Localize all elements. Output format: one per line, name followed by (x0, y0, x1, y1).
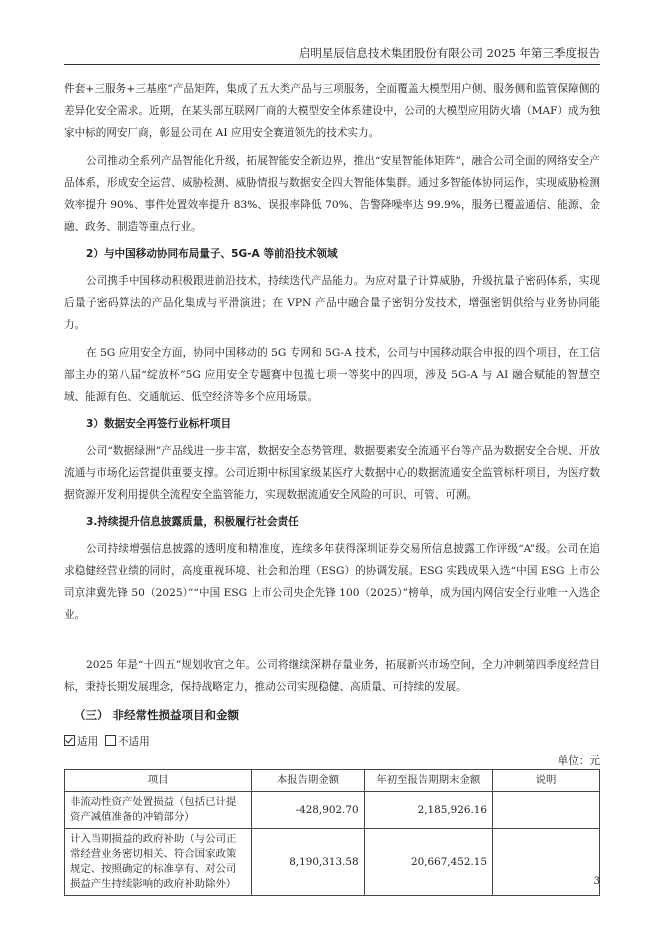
section-heading-nonrecurring: （三） 非经常性损益项目和金额 (74, 708, 240, 722)
paragraph-5g: 在 5G 应用安全方面，协同中国移动的 5G 专网和 5G-A 技术，公司与中国移动联合申报的四个项目，在工信部主办的第八届“绽放杯”5G 应用安全专题赛中包揽七项一等奖中的四项，涉及 5G-A 与 AI 融合赋能的智慧空域、能源有色、交通航运、低空经济等多个应用场景。 (64, 347, 600, 403)
cell-current-amount: 8,190,313.58 (252, 829, 364, 896)
subsection-heading-cmcc: 2）与中国移动协同布局量子、5G-A 等前沿技术领域 (86, 248, 338, 260)
table-row (65, 792, 600, 829)
column-header-note: 说明 (492, 770, 599, 792)
paragraph-ai-agents: 公司推动全系列产品智能化升级，拓展智能安全新边界，推出“安星智能体矩阵”，融合公司全面的网络安全产品体系，形成安全运营、威胁检测、威胁情报与数据安全四大智能体集群。通过多智能体协同运作，实现威胁检测效率提升 90%、事件处置效率提升 83%、误报率降低 70%、告警降噪率达 99.9%，服务已覆盖通信、能源、金融、政务、制造等重点行业。 (64, 155, 600, 233)
cell-item: 非流动性资产处置损益（包括已计提资产减值准备的冲销部分） (65, 792, 252, 829)
paragraph-continued: 件套+三服务+三基座”产品矩阵，集成了五大类产品与三项服务，全面覆盖大模型用户侧、服务侧和监管保障侧的差异化安全需求。近期，在某头部互联网厂商的大模型安全体系建设中，公司的大模型应用防火墙（MAF）成为独家中标的网安厂商，彰显公司在 AI 应用安全赛道领先的技术实力。 (64, 83, 600, 139)
table-header-row (65, 770, 600, 792)
table-row (65, 829, 600, 896)
cell-item: 计入当期损益的政府补助（与公司正常经营业务密切相关、符合国家政策规定、按照确定的标准享有、对公司损益产生持续影响的政府补助除外） (65, 829, 252, 896)
checked-checkbox-icon[interactable] (64, 735, 75, 746)
cell-current-amount: -428,902.70 (252, 792, 364, 829)
column-header-item: 项目 (65, 770, 252, 792)
unchecked-checkbox-icon[interactable] (105, 735, 116, 746)
cell-note (492, 792, 599, 829)
spacer (64, 632, 600, 654)
cell-ytd-amount: 20,667,452.15 (364, 829, 492, 896)
report-header (64, 42, 600, 65)
paragraph-closing: 2025 年是“十四五”规划收官之年。公司将继续深耕存量业务，拓展新兴市场空间，全力冲刺第四季度经营目标，秉持长期发展理念，保持战略定力，推动公司实现稳健、高质量、可持续的发展。 (64, 659, 600, 693)
subsection-heading-data-security: 3）数据安全再签行业标杆项目 (86, 418, 232, 430)
page-number: 3 (593, 876, 600, 887)
paragraph-data-oasis: 公司“数据绿洲”产品线进一步丰富，数据安全态势管理、数据要素安全流通平台等产品为数据安全合规、开放流通与市场化运营提供重要支撑。公司近期中标国家级某医疗大数据中心的数据流通安全监管标杆项目，为医疗数据资源开发利用提供全流程安全监管能力，实现数据流通安全风险的可识、可管、可溯。 (64, 445, 600, 501)
report-header-title: 启明星辰信息技术集团股份有限公司 2025 年第三季度报告 (298, 46, 600, 60)
paragraph-disclosure: 公司持续增强信息披露的透明度和精准度，连续多年获得深圳证券交易所信息披露工作评级“A”级。公司在追求稳健经营业绩的同时，高度重视环境、社会和治理（ESG）的协调发展。ESG 实践成果入选“中国 ESG 上市公司京津冀先锋 50（2025）”“中国 ESG 上市公司央企先锋 100（2025）”榜单，成为国内网信安全行业唯一入选企业。 (64, 543, 600, 621)
applicable-label: 适用 (77, 736, 99, 748)
applicability-options (64, 734, 600, 750)
nonrecurring-items-table (64, 769, 600, 896)
column-header-ytd: 年初至报告期期末金额 (364, 770, 492, 792)
document-body (64, 78, 600, 896)
cell-ytd-amount: 2,185,926.16 (364, 792, 492, 829)
column-header-current: 本报告期金额 (252, 770, 364, 792)
not-applicable-label: 不适用 (117, 736, 150, 748)
subsection-heading-disclosure: 3.持续提升信息披露质量，积极履行社会责任 (86, 516, 299, 528)
cell-note (492, 829, 599, 896)
unit-label: 单位：元 (557, 755, 600, 767)
paragraph-quantum: 公司携手中国移动积极跟进前沿技术，持续迭代产品能力。为应对量子计算威胁，升级抗量子密码体系，实现后量子密码算法的产品化集成与平滑演进；在 VPN 产品中融合量子密钥分发技术，增强密钥供给与业务协同能力。 (64, 275, 600, 331)
